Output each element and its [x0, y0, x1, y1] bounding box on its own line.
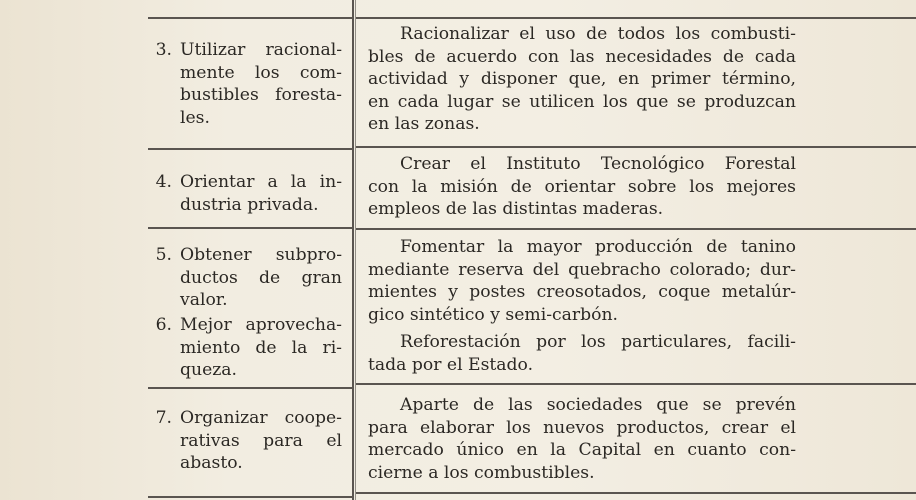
- column-divider-inner: [355, 0, 356, 500]
- row-rule: [356, 383, 916, 385]
- row-rule: [356, 17, 916, 19]
- measure-text: Aparte de las sociedades que se prevén para elaborar los nuevos productos, crear el mercado único en la Capital en cuanto con- cierne a los combustibles.: [368, 395, 796, 483]
- measure-text: Racionalizar el uso de todos los combusti- bles de acuerdo con las necesidades de cada actividad y disponer que, en primer término, en cada lugar se utilicen los que se produzcan en las zonas.: [368, 24, 796, 134]
- measure-text: Fomentar la mayor producción de tanino mediante reserva del quebracho colorado; dur- mientes y postes creosotados, coque metalúr- gico sintético y semi-carbón.: [368, 237, 796, 325]
- row-rule: [148, 496, 352, 498]
- row-rule: [356, 492, 916, 494]
- row-number: 5.: [155, 245, 172, 265]
- objective-text: Obtener subpro- ductos de gran valor.: [180, 245, 342, 310]
- objective-text: Orientar a la in- dustria privada.: [180, 172, 342, 215]
- row-rule: [148, 387, 352, 389]
- row-number: 4.: [155, 172, 172, 192]
- objective-text: Utilizar racional- mente los com- bustibles foresta- les.: [180, 40, 342, 128]
- row-rule: [356, 228, 916, 230]
- row-number: 3.: [155, 40, 172, 60]
- row-rule: [148, 17, 352, 19]
- row-rule: [148, 227, 352, 229]
- objective-text: Organizar coope- rativas para el abasto.: [180, 408, 342, 473]
- column-divider: [352, 0, 354, 500]
- row-rule: [148, 148, 352, 150]
- measure-text: Crear el Instituto Tecnológico Forestal con la misión de orientar sobre los mejores empleos de las distintas maderas.: [368, 154, 796, 219]
- row-number: 6.: [155, 315, 172, 335]
- objective-text: Mejor aprovecha- miento de la ri- queza.: [180, 315, 342, 380]
- row-rule: [356, 146, 916, 148]
- row-number: 7.: [155, 408, 172, 428]
- measure-text: Reforestación por los particulares, facili- tada por el Estado.: [368, 332, 796, 375]
